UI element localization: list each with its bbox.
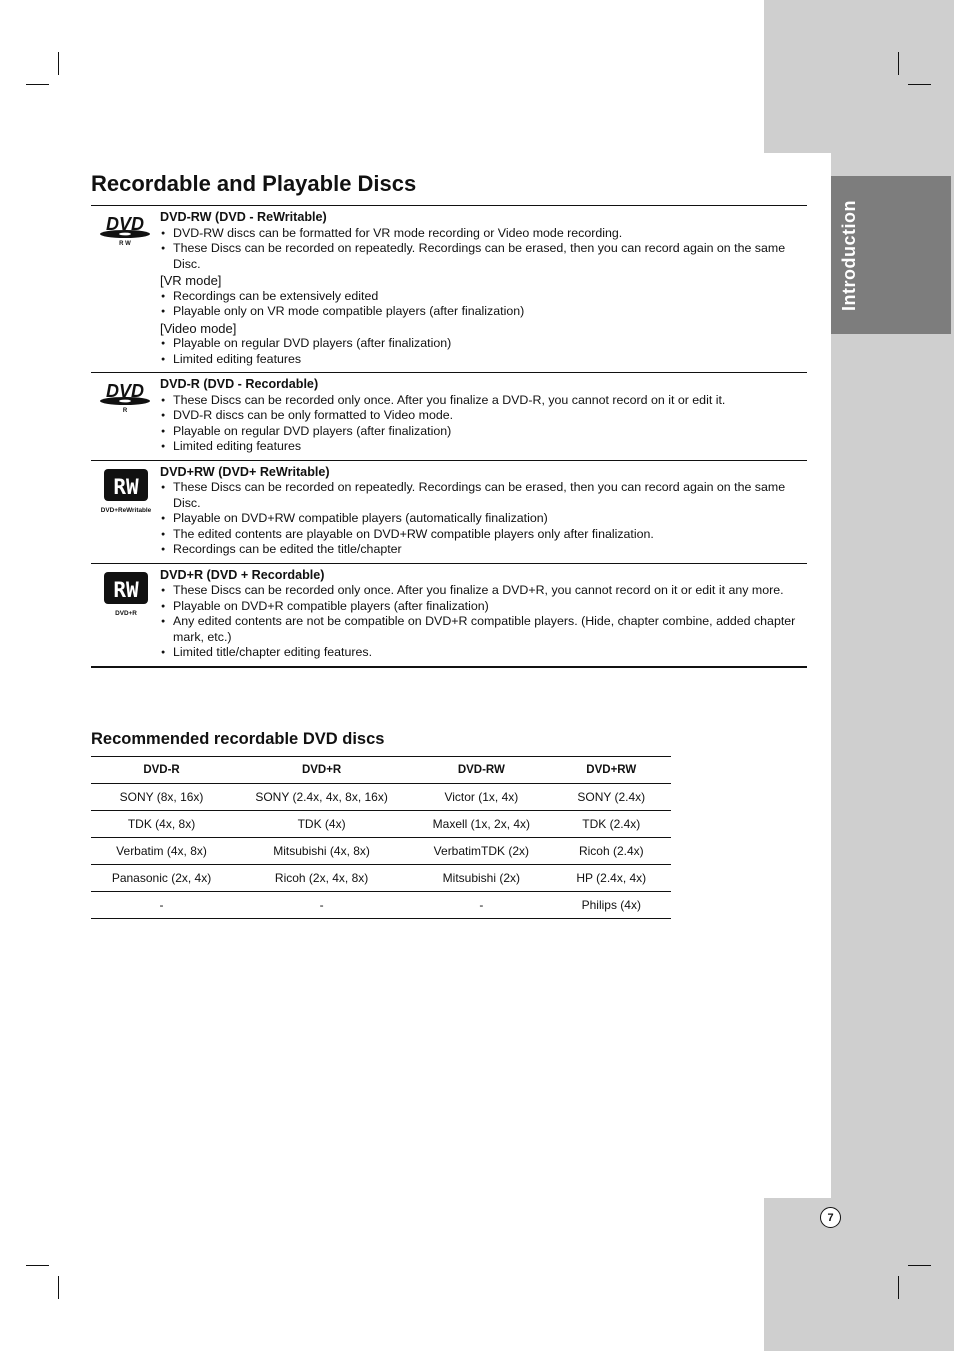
page-title: Recordable and Playable Discs	[91, 171, 417, 196]
mode-label: [VR mode]	[160, 273, 222, 288]
table-cell: -	[232, 892, 411, 919]
crop-mark	[58, 52, 59, 75]
crop-mark	[58, 1276, 59, 1299]
table-cell: Mitsubishi (4x, 8x)	[232, 838, 411, 865]
bullet-item: ● These Discs can be recorded on repeatedly. Recordings can be erased, then you can record again on the same Disc.	[160, 241, 807, 272]
dvd-rw-logo-icon	[91, 210, 160, 367]
svg-text:RW: RW	[112, 577, 139, 602]
bullet-item: ● Limited title/chapter editing features.	[160, 645, 807, 661]
bullet-item: ● Playable on regular DVD players (after finalization)	[160, 424, 807, 440]
table-cell: Verbatim (4x, 8x)	[91, 838, 232, 865]
bullet-item: ● Playable on DVD+RW compatible players (automatically finalization)	[160, 511, 807, 527]
table-row	[91, 892, 671, 919]
bullet-item: ● Playable on DVD+R compatible players (after finalization)	[160, 599, 807, 615]
recommended-discs-table	[91, 756, 671, 919]
table-row	[91, 865, 671, 892]
svg-text:R W: R W	[118, 241, 131, 247]
column-header: DVD-R	[91, 757, 232, 784]
disc-title: DVD-RW (DVD - ReWritable)	[160, 210, 327, 224]
dvd-plus-r-logo-icon	[91, 568, 160, 661]
table-row	[91, 838, 671, 865]
crop-mark	[898, 52, 899, 75]
dvd-plus-rw-logo-icon	[91, 465, 160, 558]
table-cell: Philips (4x)	[552, 892, 671, 919]
table-cell: HP (2.4x, 4x)	[552, 865, 671, 892]
disc-entry-dvd-plus-rw	[91, 461, 807, 564]
crop-mark	[898, 1276, 899, 1299]
table-cell: Ricoh (2.4x)	[552, 838, 671, 865]
column-header: DVD+R	[232, 757, 411, 784]
bullet-item: ● Limited editing features	[160, 352, 807, 368]
section-tab-label: Introduction	[838, 199, 859, 311]
bullet-item: ● Any edited contents are not be compatible on DVD+R compatible players. (Hide, chapter combine, added chapter mark, etc.)	[160, 614, 807, 645]
side-panel-bottom	[764, 1198, 954, 1351]
side-panel-top	[764, 0, 954, 153]
svg-text:DVD: DVD	[105, 381, 144, 401]
table-cell: -	[411, 892, 551, 919]
disc-title: DVD+R (DVD + Recordable)	[160, 567, 325, 582]
table-cell: -	[91, 892, 232, 919]
dvd-r-logo-icon	[91, 377, 160, 455]
recommended-discs-title: Recommended recordable DVD discs	[91, 730, 385, 748]
table-row	[91, 811, 671, 838]
svg-text:DVD: DVD	[105, 214, 144, 234]
svg-text:R: R	[122, 408, 127, 414]
crop-mark	[26, 1265, 49, 1266]
bullet-item: ● These Discs can be recorded only once. After you finalize a DVD+R, you cannot record on it or edit it any more.	[160, 583, 807, 599]
disc-entry-dvd-plus-r	[91, 564, 807, 666]
table-cell: TDK (4x, 8x)	[91, 811, 232, 838]
table-cell: VerbatimTDK (2x)	[411, 838, 551, 865]
bullet-item: ● Playable on regular DVD players (after finalization)	[160, 336, 807, 352]
bullet-item: ● These Discs can be recorded on repeatedly. Recordings can be erased, then you can record again on the same Disc.	[160, 480, 807, 511]
table-cell: SONY (2.4x)	[552, 784, 671, 811]
svg-text:DVD+ReWritable: DVD+ReWritable	[100, 506, 151, 514]
svg-text:RW: RW	[112, 474, 139, 499]
disc-title: DVD+RW (DVD+ ReWritable)	[160, 464, 330, 479]
bullet-item: ● DVD-RW discs can be formatted for VR mode recording or Video mode recording.	[160, 226, 807, 242]
disc-types-list	[91, 205, 807, 668]
svg-text:DVD+R: DVD+R	[114, 609, 137, 617]
page-number: 7	[820, 1207, 841, 1228]
table-cell: TDK (2.4x)	[552, 811, 671, 838]
disc-entry-dvd-r	[91, 373, 807, 461]
table-cell: Ricoh (2x, 4x, 8x)	[232, 865, 411, 892]
disc-entry-dvd-rw	[91, 206, 807, 373]
column-header: DVD-RW	[411, 757, 551, 784]
table-cell: Maxell (1x, 2x, 4x)	[411, 811, 551, 838]
bullet-item: ● Recordings can be edited the title/chapter	[160, 542, 807, 558]
bullet-item: ● Playable only on VR mode compatible players (after finalization)	[160, 304, 807, 320]
table-cell: SONY (8x, 16x)	[91, 784, 232, 811]
bullet-item: ● DVD-R discs can be only formatted to Video mode.	[160, 408, 807, 424]
bullet-item: ● The edited contents are playable on DVD+RW compatible players only after finalization.	[160, 527, 807, 543]
table-cell: Panasonic (2x, 4x)	[91, 865, 232, 892]
mode-label: [Video mode]	[160, 320, 237, 336]
table-row	[91, 784, 671, 811]
table-cell: SONY (2.4x, 4x, 8x, 16x)	[232, 784, 411, 811]
table-header-row	[91, 757, 671, 784]
crop-mark	[908, 84, 931, 85]
bullet-item: ● Limited editing features	[160, 439, 807, 455]
table-cell: Victor (1x, 4x)	[411, 784, 551, 811]
column-header: DVD+RW	[552, 757, 671, 784]
bullet-item: ● These Discs can be recorded only once. After you finalize a DVD-R, you cannot record on it or edit it.	[160, 393, 807, 409]
table-cell: Mitsubishi (2x)	[411, 865, 551, 892]
crop-mark	[908, 1265, 931, 1266]
disc-title: DVD-R (DVD - Recordable)	[160, 377, 319, 391]
table-cell: TDK (4x)	[232, 811, 411, 838]
crop-mark	[26, 84, 49, 85]
bullet-item: ● Recordings can be extensively edited	[160, 289, 807, 305]
